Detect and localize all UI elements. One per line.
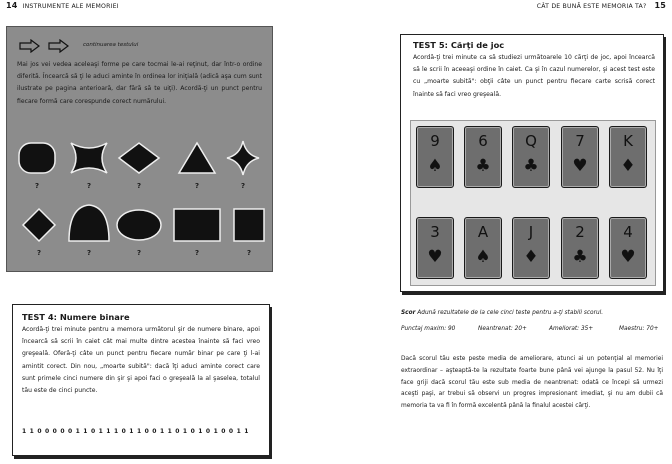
card-rank: 2: [575, 223, 585, 241]
right-running-title: CÂT DE BUNĂ ESTE MEMORIA TA?: [536, 3, 647, 10]
test4-body: Acordă-ţi trei minute pentru a memora următorul şir de numere binare, apoi încearcă să scrii în caiet cât mai multe dintre acestea înainte să faci vreo greşeală. Oferă-ţi câte un punct pentru fiecare număr binar pe care ţi l-ai amintit corect. Din nou, „moarte subită": dacă îţi aduci aminte corect care sunt primele cinci numere din şir şi apoi faci o greşeală la al şaselea, totalul tău este de cinci puncte.: [22, 326, 260, 395]
card-rank: 9: [430, 132, 440, 150]
card-rank: Q: [525, 132, 537, 150]
playing-card: [416, 217, 454, 279]
card-rank: 3: [430, 223, 440, 241]
right-page-header: [537, 1, 666, 10]
card-rank: 6: [478, 132, 488, 150]
score-beginner: Neantrenat: 20+: [478, 326, 527, 332]
shape-answer-mark: ?: [36, 249, 42, 257]
card-suit-icon: ♣: [523, 156, 539, 176]
arrow-icons: [19, 39, 77, 53]
shapes-instructions: Mai jos vei vedea aceleaşi forme pe care tocmai le-ai reţinut, dar într-o ordine diferită. Încearcă să ţi le aduci aminte în ordinea lor iniţială (adică aşa cum sunt ilustrate pe pagina anterioară, dar fără să te uiţi). Acordă-ţi un punct pentru fiecare formă care corespunde corect numărului.: [17, 61, 262, 105]
card-suit-icon: ♠: [475, 247, 491, 267]
rounded-square-shape: [19, 143, 55, 173]
shape-answer-mark: ?: [246, 249, 252, 257]
card-suit-icon: ♦: [620, 156, 636, 176]
playing-card: [609, 217, 647, 279]
playing-card: [464, 126, 502, 188]
shapes-test-panel: [6, 26, 273, 272]
binary-sequence: 1 1 0 0 0 0 0 1 1 0 1 1 1 0 1 1 0 0 1 1 0 1 0 1 0 1 0 0 1 1: [22, 428, 250, 435]
score-note: [401, 310, 603, 316]
card-rank: 7: [575, 132, 585, 150]
square-shape: [234, 209, 264, 241]
playing-card: [512, 126, 550, 188]
shape-answer-mark: ?: [86, 249, 92, 257]
score-master: Maestru: 70+: [619, 326, 659, 332]
card-rank: A: [477, 223, 489, 241]
rectangle-shape: [174, 209, 220, 241]
shape-answer-mark: ?: [194, 182, 200, 190]
playing-card: [416, 126, 454, 188]
card-rank: J: [528, 223, 534, 241]
arrow-right-icon: [20, 40, 39, 52]
shape-answer-mark: ?: [86, 182, 92, 190]
shape-answer-mark: ?: [34, 182, 40, 190]
test4-title: TEST 4: Numere binare: [22, 312, 130, 322]
four-point-star-shape: [227, 141, 259, 175]
score-max: Punctaj maxim: 90: [401, 326, 456, 332]
right-page-number: 15: [654, 1, 666, 10]
shape-answer-mark: ?: [136, 182, 142, 190]
playing-card: [609, 126, 647, 188]
left-page-number: 14: [6, 1, 18, 10]
card-suit-icon: ♠: [427, 156, 443, 176]
playing-card: [512, 217, 550, 279]
score-improved: Ameliorat: 35+: [549, 326, 594, 332]
diamond-shape: [23, 209, 55, 241]
playing-card: [464, 217, 502, 279]
left-page-header: [6, 1, 119, 10]
shape-answer-mark: ?: [240, 182, 246, 190]
test5-body: Acordă-ţi trei minute ca să studiezi următoarele 10 cărţi de joc, apoi încearcă să le scrii în aceeaşi ordine în caiet. Ca şi în cazul numerelor, şi acest test este cu „moarte subită": obţii câte un punct pentru fiecare carte scrisă corect înainte să faci vreo greşeală.: [413, 54, 655, 98]
closing-paragraph: Dacă scorul tău este peste media de ameliorare, atunci ai un potenţial al memoriei extraordinar – aşteaptă-te la rezultate foarte bune până vei ajunge la pasul 52. Nu îţi face griji dacă scorul tău este sub media de neantrenat: odată ce începi să urmezi aceşti paşi, ar trebui să observi un progres impresionant imediat, şi nu am dubii că memoria ta va fi în formă excelentă până la finalul acestei cărţi.: [401, 356, 663, 410]
card-suit-icon: ♦: [523, 247, 539, 267]
playing-card: [561, 217, 599, 279]
left-running-title: INSTRUMENTE ALE MEMORIEI: [22, 3, 119, 10]
test5-title: TEST 5: Cărţi de joc: [413, 40, 505, 50]
card-rank: 4: [623, 223, 633, 241]
ellipse-shape: [117, 210, 161, 240]
card-suit-icon: ♥: [427, 247, 443, 267]
card-suit-icon: ♥: [572, 156, 588, 176]
shape-answer-mark: ?: [194, 249, 200, 257]
concave-star-shape: [71, 143, 107, 173]
continue-label: continuarea testului: [83, 42, 139, 48]
playing-card: [561, 126, 599, 188]
score-label: Scor: [401, 310, 416, 316]
test4-box: [12, 304, 270, 456]
triangle-shape: [179, 143, 215, 173]
arrow-right-icon: [49, 40, 68, 52]
card-suit-icon: ♣: [475, 156, 491, 176]
card-suit-icon: ♥: [620, 247, 636, 267]
shape-answer-mark: ?: [136, 249, 142, 257]
card-rank: K: [623, 132, 633, 150]
hexagon-shape: [119, 143, 159, 173]
test5-box: [400, 34, 664, 292]
score-instruction: Adună rezultatele de la cele cinci teste pentru a-ţi stabili scorul.: [417, 310, 604, 316]
dome-shape: [69, 205, 109, 241]
card-suit-icon: ♣: [572, 247, 588, 267]
